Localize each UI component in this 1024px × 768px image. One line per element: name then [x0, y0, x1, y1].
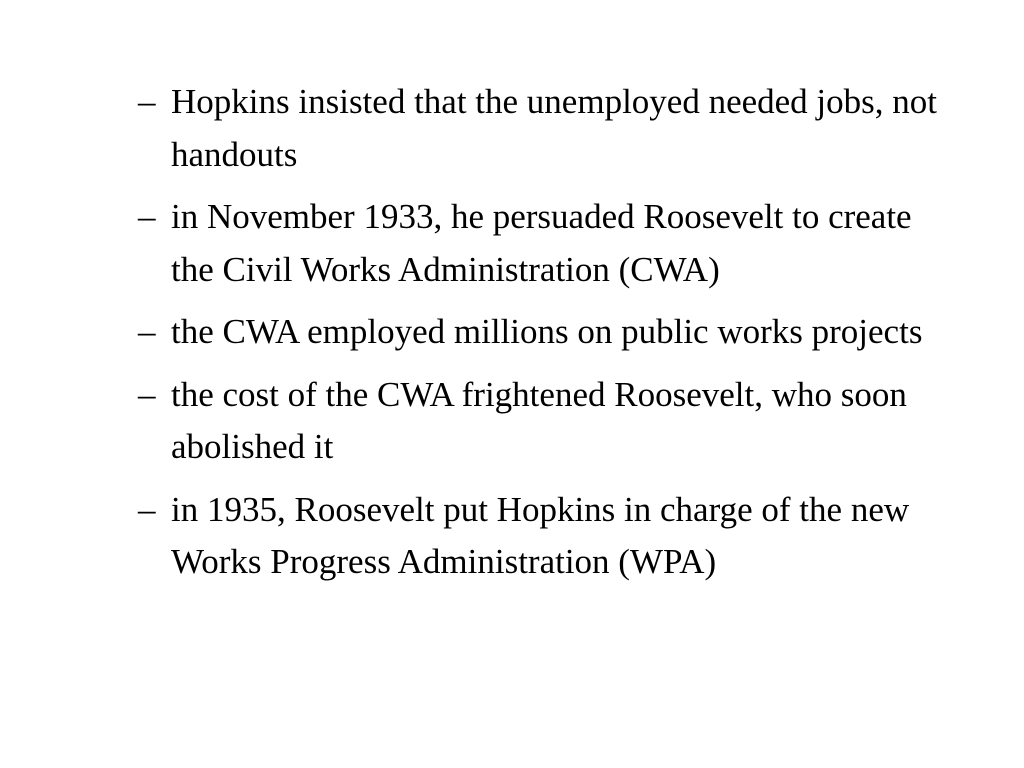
bullet-text: the cost of the CWA frightened Roosevelt, who soon abolished it — [171, 374, 907, 466]
bullet-list — [138, 76, 958, 599]
bullet-dash: – — [138, 489, 156, 529]
bullet-text: in 1935, Roosevelt put Hopkins in charge of the new Works Progress Administration (WPA) — [171, 489, 910, 581]
bullet-item — [138, 76, 958, 181]
bullet-item — [138, 484, 958, 589]
bullet-text: the CWA employed millions on public works projects — [171, 312, 923, 351]
bullet-text: in November 1933, he persuaded Roosevelt to create the Civil Works Administration (CWA) — [171, 197, 912, 289]
bullet-item — [138, 369, 958, 474]
bullet-dash: – — [138, 374, 156, 414]
bullet-item — [138, 306, 958, 359]
bullet-item — [138, 191, 958, 296]
bullet-dash: – — [138, 197, 156, 236]
bullet-dash: – — [138, 82, 156, 121]
bullet-text: Hopkins insisted that the unemployed needed jobs, not handouts — [171, 82, 938, 174]
bullet-dash: – — [138, 312, 156, 351]
